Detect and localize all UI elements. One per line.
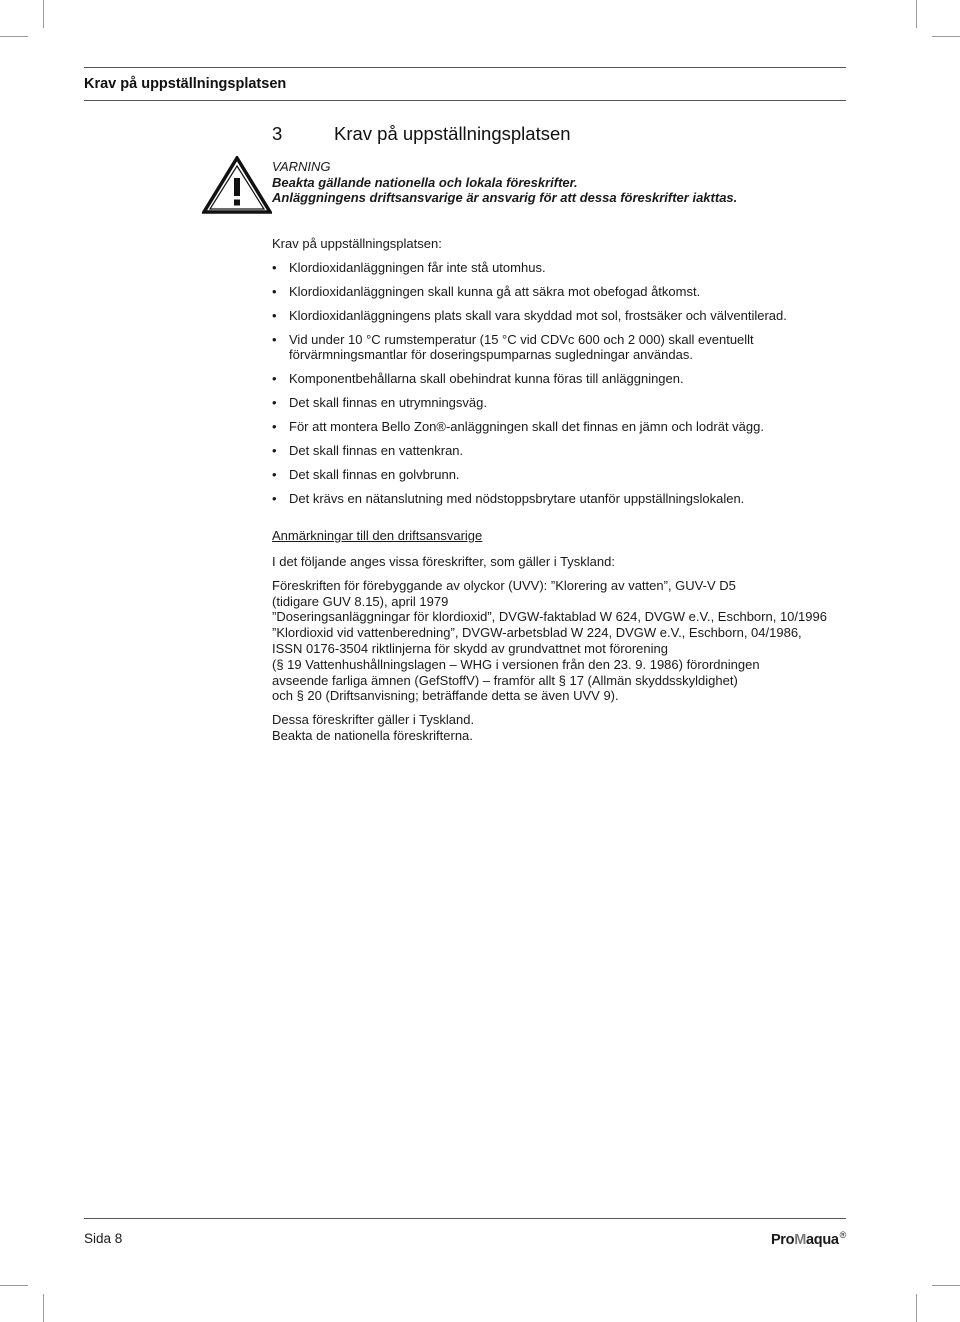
requirements-section: [272, 236, 832, 515]
regulation-line: avseende farliga ämnen (GefStoffV) – framför allt § 17 (Allmän skyddsskyldighet): [272, 672, 738, 688]
list-item: • Klordioxidanläggningens plats skall vara skyddad mot sol, frostsäker och välventilerad.: [272, 308, 832, 324]
logo-aqua: aqua: [806, 1231, 839, 1248]
warning-text: Anläggningens driftsansvarige är ansvarig för att dessa föreskrifter iakttas.: [272, 190, 738, 205]
notes-intro: I det följande anges vissa föreskrifter, som gäller i Tyskland:: [272, 554, 615, 569]
footer-rule: [84, 1218, 846, 1219]
list-item: • Klordioxidanläggningen får inte stå utomhus.: [272, 260, 832, 276]
regulation-line: ISSN 0176-3504 riktlinjerna för skydd av grundvattnet mot förorening: [272, 640, 668, 656]
crop-mark: [932, 36, 960, 37]
logo-pro: Pro: [770, 1231, 795, 1248]
list-item: • Klordioxidanläggningen skall kunna gå att säkra mot obefogad åtkomst.: [272, 284, 832, 300]
header-rule-bottom: [84, 100, 846, 101]
list-item: • Vid under 10 °C rumstemperatur (15 °C vid CDVc 600 och 2 000) skall eventuellt förvärmningsmantlar för doseringspumparnas sugledningar användas.: [272, 332, 832, 363]
logo-m: M: [794, 1231, 806, 1248]
regulation-line: ”Doseringsanläggningar för klordioxid”, DVGW-faktablad W 624, DVGW e.V., Eschborn, 10/1996: [272, 609, 827, 625]
chapter-title: Krav på uppställningsplatsen: [334, 123, 571, 144]
regulations-paragraph: [272, 578, 852, 704]
warning-triangle-icon: [202, 156, 272, 214]
regulation-line: och § 20 (Driftsanvisning; beträffande detta se även UVV 9).: [272, 688, 619, 704]
list-item: • Det skall finnas en golvbrunn.: [272, 467, 832, 483]
header-rule-top: [84, 67, 846, 68]
crop-mark: [0, 1285, 28, 1286]
closing-line: Beakta de nationella föreskrifterna.: [272, 727, 473, 743]
regulation-line: (tidigare GUV 8.15), april 1979: [272, 593, 449, 609]
crop-mark: [43, 0, 44, 28]
warning-label: VARNING: [272, 159, 331, 174]
notes-section: [272, 554, 852, 752]
crop-mark: [43, 1294, 44, 1322]
list-item: • Det krävs en nätanslutning med nödstoppsbrytare utanför uppställningslokalen.: [272, 491, 832, 507]
requirements-intro: Krav på uppställningsplatsen:: [272, 236, 442, 251]
regulation-line: (§ 19 Vattenhushållningslagen – WHG i versionen från den 23. 9. 1986) förordningen: [272, 656, 760, 672]
list-item: • Det skall finnas en utrymningsväg.: [272, 395, 832, 411]
notes-heading: Anmärkningar till den driftsansvarige: [272, 528, 483, 543]
crop-mark: [916, 0, 917, 28]
regulation-line: ”Klordioxid vid vattenberedning”, DVGW-arbetsblad W 224, DVGW e.V., Eschborn, 04/1986,: [272, 625, 802, 641]
crop-mark: [916, 1294, 917, 1322]
crop-mark: [932, 1285, 960, 1286]
running-header: Krav på uppställningsplatsen: [84, 76, 287, 92]
warning-block: [272, 159, 737, 206]
requirements-list: [272, 260, 832, 507]
regulation-line: Föreskriften för förebyggande av olyckor (UVV): ”Klorering av vatten”, GUV-V D5: [272, 577, 736, 593]
closing-line: Dessa föreskrifter gäller i Tyskland.: [272, 712, 475, 728]
list-item: • För att montera Bello Zon®-anläggningen skall det finnas en jämn och lodrät vägg.: [272, 419, 832, 435]
page-number: Sida 8: [84, 1231, 123, 1246]
list-item: • Komponentbehållarna skall obehindrat kunna föras till anläggningen.: [272, 371, 832, 387]
list-item: • Det skall finnas en vattenkran.: [272, 443, 832, 459]
crop-mark: [0, 36, 28, 37]
chapter-number: 3: [272, 123, 283, 144]
promaqua-logo: [771, 1230, 846, 1248]
closing-paragraph: [272, 712, 852, 744]
registered-mark: ®: [839, 1230, 846, 1240]
warning-text: Beakta gällande nationella och lokala föreskrifter.: [272, 174, 578, 190]
chapter-heading: [272, 123, 571, 145]
